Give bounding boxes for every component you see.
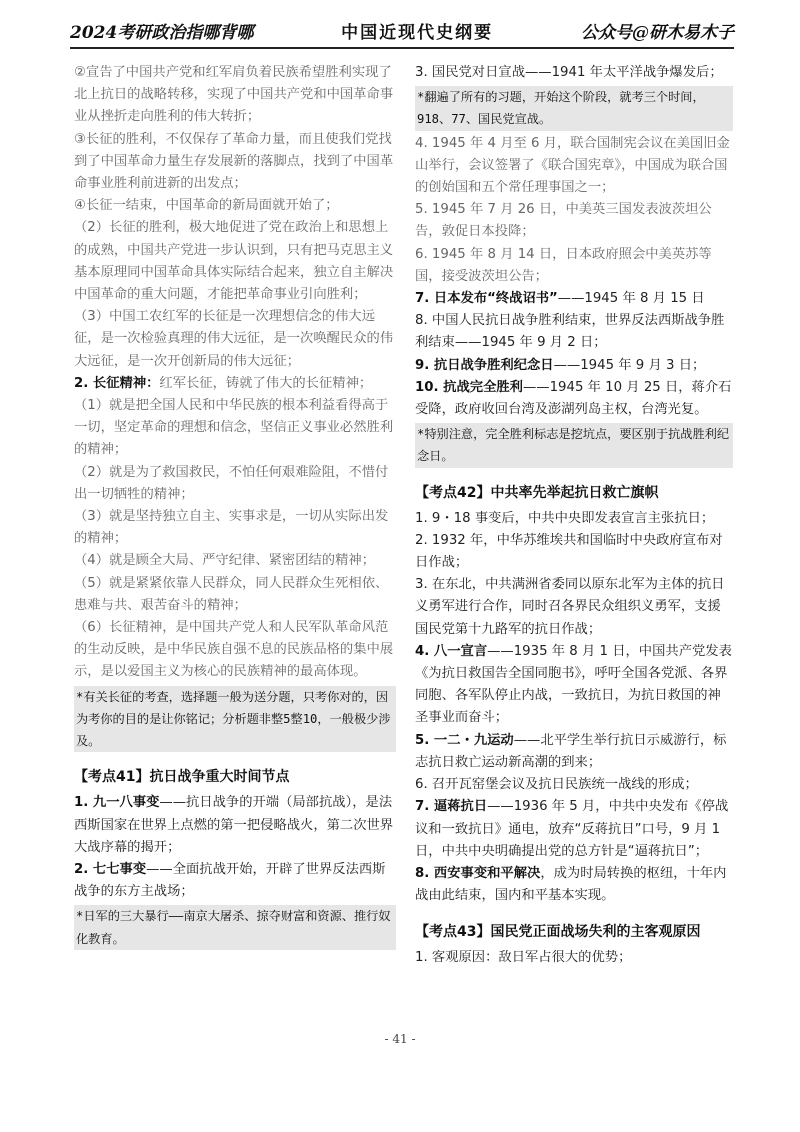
paragraph-text: （1）就是把全国人民和中华民族的根本利益看得高于一切，坚定革命的理想和信念，坚信正义事业必然胜利的精神； — [74, 398, 394, 458]
paragraph — [415, 508, 733, 530]
paragraph — [415, 774, 733, 796]
paragraph-rest: ——1945 年 8 月 15 日 — [557, 291, 705, 307]
page-header — [70, 14, 734, 46]
paragraph — [74, 506, 396, 550]
paragraph-text: 1. 客观原因：敌日军占很大的优势； — [415, 950, 632, 966]
page-number: - 41 - — [384, 1032, 416, 1046]
paragraph-text: ④长征一结束，中国革命的新局面就开始了； — [74, 198, 339, 214]
paragraph-text: 6. 召开瓦窑堡会议及抗日民族统一战线的形成； — [415, 777, 698, 793]
paragraph — [74, 573, 396, 617]
header-right: 公众号@研木易木子 — [580, 22, 734, 43]
paragraph-text: （2）长征的胜利，极大地促进了党在政治上和思想上的成熟，中国共产党进一步认识到，只有把马克思主义基本原理同中国革命具体实际结合起来，独立自主解决中国革命的重大问题，才能把革命事业引向胜利； — [74, 220, 394, 303]
paragraph — [74, 129, 396, 196]
paragraph — [74, 373, 396, 395]
paragraph — [415, 947, 733, 969]
paragraph-rest: ——1945 年 10 月 25 日，蒋介石受降，政府收回台湾及澎湖列岛主权，台湾光复。 — [415, 379, 732, 418]
paragraph-text: ②宣告了中国共产党和红军肩负着民族希望胜利实现了北上抗日的战略转移，实现了中国共产党和中国革命事业从挫折走向胜利的伟大转折； — [74, 65, 394, 125]
paragraph-rest: 红军长征，铸就了伟大的长征精神； — [159, 375, 373, 391]
paragraph-text: 5. 1945 年 7 月 26 日，中美英三国发表波茨坦公告，敦促日本投降； — [415, 202, 712, 240]
paragraph-text: 【考点41】抗日战争重大时间节点 — [74, 769, 290, 786]
paragraph — [415, 574, 733, 641]
paragraph-text: 6. 1945 年 8 月 14 日，日本政府照会中美英苏等国，接受波茨坦公告； — [415, 246, 712, 284]
paragraph — [74, 617, 396, 684]
paragraph-text: （2）就是为了救国救民，不怕任何艰难险阻，不惜付出一切牺牲的精神； — [74, 464, 389, 502]
paragraph-rest: ——全面抗战开始，开辟了世界反法西斯战争的东方主战场； — [74, 861, 386, 900]
paragraph-text: 1. 9・18 事变后，中共中央即发表宣言主张抗日； — [415, 510, 715, 526]
paragraph — [415, 133, 733, 200]
paragraph-text: 5. 一二・九运动 — [415, 732, 514, 748]
paragraph — [415, 310, 733, 354]
paragraph-rest: ——抗日战争的开端（局部抗战），是法西斯国家在世界上点燃的第一把侵略战火，第二次世界大战序幕的揭开； — [74, 795, 394, 855]
paragraph-rest: ——1935 年 8 月 1 日，中国共产党发表《为抗日救国告全国同胞书》，呼吁全国各党派、各界同胞、各军队停止内战，一致抗日，为抗日救国的神圣事业而奋斗； — [415, 643, 732, 726]
paragraph — [74, 306, 396, 373]
paragraph-text: ③长征的胜利，不仅保存了革命力量，而且使我们党找到了中国革命力量生存发展新的落脚点，找到了中国革命事业胜利前进新的出发点； — [74, 131, 394, 192]
section-heading — [415, 482, 733, 504]
paragraph — [74, 62, 396, 129]
paragraph — [74, 395, 396, 462]
paragraph-rest: ——北平学生举行抗日示威游行，标志抗日救亡运动新高潮的到来； — [415, 732, 727, 770]
left-column — [74, 62, 396, 952]
paragraph — [415, 62, 733, 84]
paragraph-text: 9. 抗日战争胜利纪念日 — [415, 357, 554, 373]
header-left: 2024考研政治指哪背哪 — [70, 22, 254, 43]
paragraph-text: 【考点43】国民党正面战场失利的主客观原因 — [415, 924, 701, 941]
header-center: 中国近现代史纲要 — [341, 22, 494, 43]
paragraph — [415, 355, 733, 377]
paragraph — [415, 199, 733, 243]
note-block — [74, 905, 396, 949]
paragraph — [74, 792, 396, 859]
paragraph-text: （4）就是顾全大局、严守纪律、紧密团结的精神； — [74, 553, 375, 569]
paragraph — [415, 796, 733, 863]
paragraph — [74, 195, 396, 217]
paragraph-text: *有关长征的考查，选择题一般为送分题，只考你对的，因为考你的目的是让你铭记；分析题非整5整10，一般极少涉及。 — [76, 689, 391, 749]
paragraph-text: 2. 1932 年，中华苏维埃共和国临时中央政府宣布对日作战； — [415, 532, 723, 571]
paragraph-text: 3. 国民党对日宣战——1941 年太平洋战争爆发后； — [415, 65, 723, 80]
paragraph-text: 4. 1945 年 4 月至 6 月，联合国制宪会议在美国旧金山举行，会议签署了《联合国宪章》，中国成为联合国的创始国和五个常任理事国之一； — [415, 135, 730, 196]
paragraph-rest: ——1936 年 5 月，中共中央发布《停战议和一致抗日》通电，放弃“反蒋抗日”口号，9 月 1 日，中共中央明确提出党的总方针是“逼蒋抗日”； — [415, 799, 729, 859]
paragraph-text: 8. 西安事变和平解决 — [415, 865, 541, 881]
paragraph-rest: ，成为时局转换的枢纽，十年内战由此结束，国内和平基本实现。 — [415, 865, 727, 904]
paragraph-text: 10. 抗战完全胜利 — [415, 379, 523, 395]
paragraph-text: （3）就是坚持独立自主、实事求是，一切从实际出发的精神； — [74, 509, 389, 547]
paragraph-text: 【考点42】中共率先举起抗日救亡旗帜 — [415, 484, 659, 501]
paragraph-text: （5）就是紧紧依靠人民群众，同人民群众生死相依、患难与共、艰苦奋斗的精神； — [74, 575, 389, 613]
paragraph-text: 2. 七七事变 — [74, 861, 147, 877]
paragraph — [74, 550, 396, 572]
paragraph-rest: ——1945 年 9 月 3 日； — [553, 357, 706, 373]
section-heading — [415, 921, 733, 943]
note-block — [415, 423, 733, 467]
paragraph-text: 3. 在东北，中共满洲省委同以原东北军为主体的抗日义勇军进行合作，同时召各界民众组织义勇军，支援国民党第十九路军的抗日作战； — [415, 577, 725, 637]
paragraph — [415, 377, 733, 421]
note-block — [74, 686, 396, 753]
paragraph — [74, 859, 396, 903]
section-heading — [74, 766, 396, 788]
paragraph-text: 2. 长征精神： — [74, 375, 160, 391]
paragraph — [415, 288, 733, 310]
paragraph — [415, 244, 733, 288]
paragraph-text: 1. 九一八事变 — [74, 795, 160, 811]
paragraph — [415, 863, 733, 907]
paragraph-text: 7. 逼蒋抗日 — [415, 799, 488, 815]
paragraph-text: （3）中国工农红军的长征是一次理想信念的伟大远征，是一次检验真理的伟大远征，是一次唤醒民众的伟大远征，是一次开创新局的伟大远征； — [74, 309, 394, 369]
paragraph — [74, 462, 396, 506]
paragraph-text: 4. 八一宣言 — [415, 643, 488, 659]
header-rule — [70, 47, 734, 49]
paragraph — [415, 530, 733, 574]
note-block — [415, 86, 733, 130]
paragraph-text: （6）长征精神，是中国共产党人和人民军队革命风范的生动反映，是中华民族自强不息的民族品格的集中展示，是以爱国主义为核心的民族精神的最高体现。 — [74, 620, 394, 680]
paragraph — [415, 641, 733, 730]
paragraph — [415, 730, 733, 774]
paragraph — [74, 217, 396, 306]
paragraph-text: 8. 中国人民抗日战争胜利结束，世界反法西斯战争胜利结束——1945 年 9 月 2 日； — [415, 313, 725, 351]
paragraph-text: 7. 日本发布“终战诏书” — [415, 291, 558, 307]
right-column — [415, 62, 733, 970]
paragraph-text: *翻遍了所有的习题，开始这个阶段，就考三个时间，918、77、国民党宣战。 — [417, 90, 705, 127]
paragraph-text: *特别注意，完全胜利标志是挖坑点，要区别于抗战胜利纪念日。 — [417, 427, 730, 464]
paragraph-text: *日军的三大暴行——南京大屠杀、掠夺财富和资源、推行奴化教育。 — [76, 909, 391, 946]
